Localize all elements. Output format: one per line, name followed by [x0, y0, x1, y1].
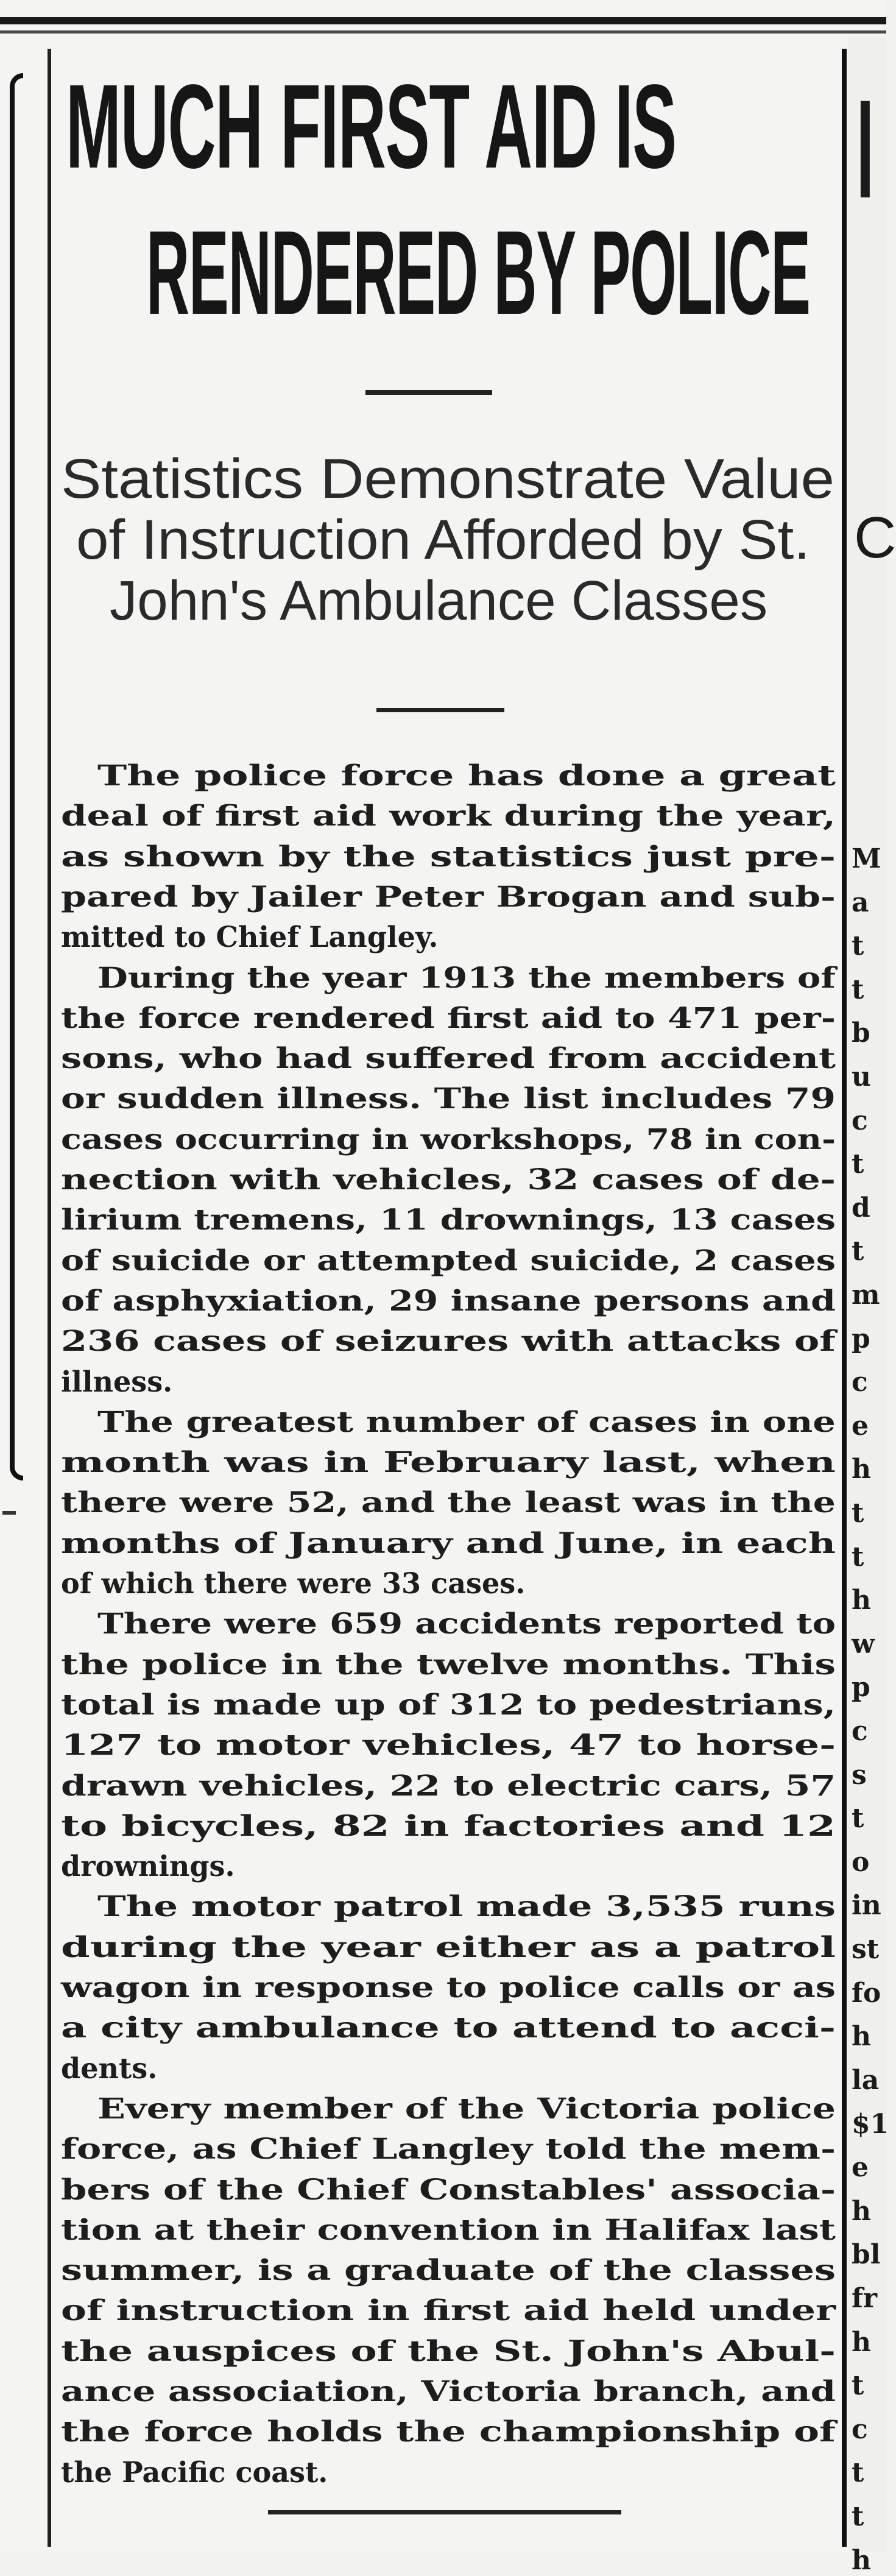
adjacent-text-fragment: t [852, 2370, 864, 2402]
body-line: of suicide or attempted suicide, 2 cases [61, 1244, 836, 1278]
body-line: 236 cases of seizures with attacks of [61, 1325, 836, 1359]
body-line: a city ambulance to attend to acci- [61, 2011, 836, 2045]
adjacent-text-fragment: M [852, 843, 881, 874]
body-line: There were 659 accidents reported to [97, 1607, 836, 1641]
adjacent-text-fragment: t [852, 1148, 864, 1180]
body-line: as shown by the statistics just pre- [61, 840, 836, 874]
body-line: deal of first aid work during the year, [61, 799, 836, 833]
left-column-bracket [10, 73, 23, 1481]
body-line: force, as Chief Langley told the mem- [61, 2132, 836, 2167]
adjacent-text-fragment: fr [852, 2282, 878, 2314]
headline-divider [365, 390, 492, 395]
left-margin-mark [2, 1511, 16, 1515]
body-line: During the year 1913 the members of [97, 961, 836, 995]
body-line: The police force has done a great [97, 759, 836, 793]
article-body [61, 759, 841, 2504]
adjacent-text-fragment: t [852, 1236, 864, 1267]
adjacent-text-fragment: d [852, 1192, 870, 1223]
adjacent-headline-fragment: I [856, 71, 874, 227]
adjacent-text-fragment: e [852, 2152, 869, 2184]
body-line: of which there were 33 cases. [61, 1567, 526, 1601]
adjacent-text-fragment: a [852, 886, 869, 918]
adjacent-text-fragment: c [852, 1367, 868, 1398]
body-line: the police in the twelve months. This [61, 1647, 836, 1682]
deck-line-3: John's Ambulance Classes [110, 570, 768, 632]
adjacent-text-fragment: h [852, 1454, 871, 1485]
body-line: total is made up of 312 to pedestrians, [61, 1688, 836, 1722]
adjacent-text-fragment: e [852, 1410, 869, 1442]
headline-line-1: MUCH FIRST AID IS [66, 60, 676, 193]
adjacent-text-fragment: $1 [852, 2108, 889, 2140]
body-line: there were 52, and the least was in the [61, 1486, 836, 1520]
deck-line-1: Statistics Demonstrate Value [61, 448, 834, 510]
deck-divider [376, 708, 504, 712]
headline-line-2: RENDERED BY POLICE [146, 206, 810, 339]
adjacent-text-fragment: w [852, 1628, 875, 1660]
body-line: to bicycles, 82 in factories and 12 [61, 1809, 836, 1843]
column-rule-left [48, 49, 51, 2547]
body-line: of instruction in first aid held under [61, 2294, 836, 2328]
adjacent-text-fragment: h [852, 1585, 871, 1616]
adjacent-text-fragment: t [852, 1498, 864, 1529]
adjacent-text-fragment: u [852, 1061, 871, 1093]
adjacent-text-fragment: t [852, 1541, 864, 1573]
body-line: Every member of the Victoria police [97, 2092, 836, 2126]
adjacent-text-fragment: fo [852, 1977, 881, 2009]
body-line: drownings. [61, 1850, 235, 1884]
article-end-rule [268, 2510, 621, 2514]
adjacent-text-fragment: s [852, 1759, 867, 1791]
body-line: mitted to Chief Langley. [61, 921, 439, 955]
body-line: the force rendered first aid to 471 per- [61, 1001, 836, 1035]
adjacent-text-fragment: p [852, 1672, 870, 1704]
adjacent-text-fragment: c [852, 1105, 868, 1136]
adjacent-text-fragment: st [852, 1934, 880, 1966]
body-line: sons, who had suffered from accident [61, 1042, 836, 1076]
adjacent-text-fragment: h [852, 2326, 871, 2358]
body-line: or sudden illness. The list includes 79 [61, 1082, 836, 1116]
body-line: the force holds the championship of [61, 2415, 836, 2449]
body-line: ance association, Victoria branch, and [61, 2375, 836, 2408]
body-line: months of January and June, in each [61, 1526, 836, 1560]
adjacent-text-fragment: la [852, 2064, 880, 2096]
adjacent-column-fragment [848, 37, 896, 2576]
body-line: tion at their convention in Halifax last [61, 2213, 836, 2247]
body-line: of asphyxiation, 29 insane persons and [61, 1284, 836, 1318]
adjacent-deck-fragment: C [854, 505, 896, 570]
adjacent-text-fragment: t [852, 2500, 864, 2532]
body-line: illness. [61, 1365, 173, 1399]
adjacent-text-fragment: m [852, 1279, 880, 1311]
deck-line-2: of Instruction Afforded by St. [76, 509, 810, 571]
top-rule [0, 17, 886, 24]
adjacent-text-fragment: h [852, 2544, 871, 2576]
body-line: summer, is a graduate of the classes [61, 2254, 836, 2288]
body-line: lirium tremens, 11 drownings, 13 cases [61, 1203, 836, 1237]
body-line: drawn vehicles, 22 to electric cars, 57 [61, 1769, 836, 1803]
adjacent-text-fragment: t [852, 930, 864, 962]
adjacent-text-fragment: b [852, 1017, 870, 1049]
adjacent-text-fragment: t [852, 1803, 864, 1835]
body-line: The greatest number of cases in one [97, 1405, 836, 1439]
adjacent-text-fragment: c [852, 2413, 868, 2445]
body-line: the auspices of the St. John's Abul- [61, 2334, 836, 2368]
top-rule-thin [0, 30, 886, 34]
body-line: bers of the Chief Constables' associa- [61, 2173, 836, 2207]
body-line: pared by Jailer Peter Brogan and sub- [61, 880, 836, 914]
adjacent-text-fragment: h [852, 2195, 871, 2227]
adjacent-text-fragment: in [852, 1890, 881, 1922]
body-line: the Pacific coast. [61, 2455, 328, 2489]
body-line: during the year either as a patrol [61, 1930, 836, 1964]
adjacent-text-fragment: bl [852, 2239, 881, 2271]
adjacent-text-fragment: t [852, 2457, 864, 2489]
body-line: month was in February last, when [61, 1446, 836, 1480]
body-line: The motor patrol made 3,535 runs [97, 1890, 836, 1924]
adjacent-text-fragment: t [852, 974, 864, 1005]
adjacent-text-fragment: o [852, 1846, 870, 1878]
body-line: nection with vehicles, 32 cases of de- [61, 1163, 836, 1197]
column-rule-right [842, 49, 847, 2547]
adjacent-text-fragment: h [852, 2021, 871, 2053]
body-line: cases occurring in workshops, 78 in con- [61, 1122, 836, 1156]
body-line: wagon in response to police calls or as [61, 1971, 836, 2005]
body-line: 127 to motor vehicles, 47 to horse- [61, 1729, 836, 1763]
adjacent-text-fragment: c [852, 1716, 868, 1747]
body-line: dents. [61, 2051, 158, 2086]
adjacent-text-fragment: p [852, 1323, 870, 1354]
